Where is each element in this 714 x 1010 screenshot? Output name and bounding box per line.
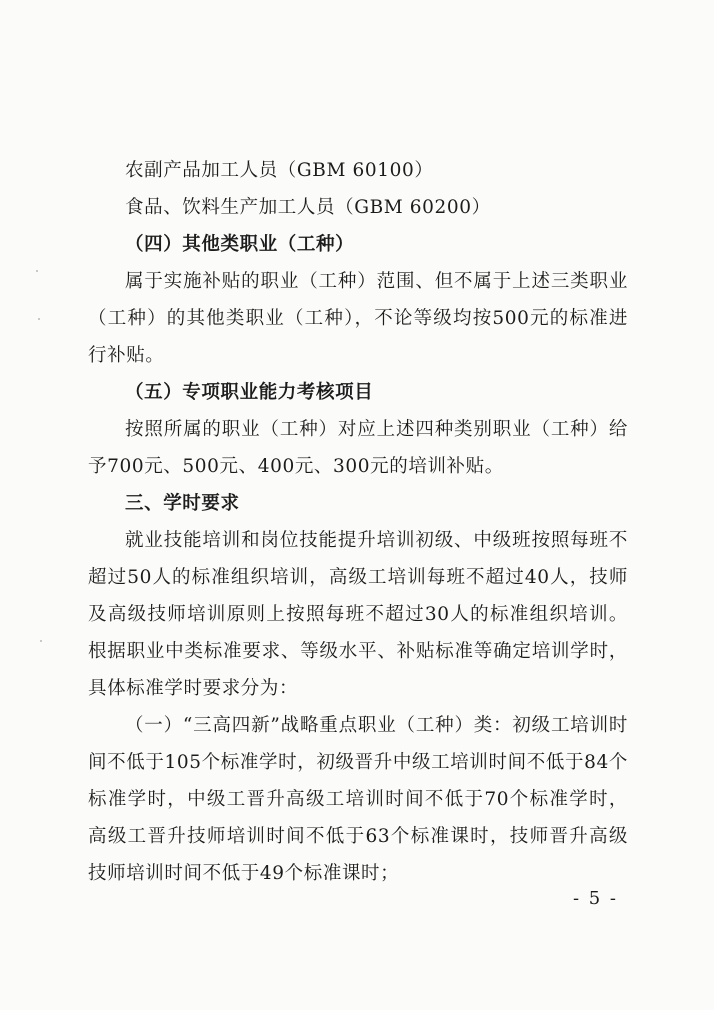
section-heading-others: （四）其他类职业（工种）: [125, 234, 355, 255]
section-heading-hours: 三、学时要求: [125, 493, 240, 514]
document-body: [88, 152, 628, 892]
section-heading-special: （五）专项职业能力考核项目: [125, 382, 374, 403]
paragraph-others-subsidy: 属于实施补贴的职业（工种）范围、但不属于上述三类职业（工种）的其他类职业（工种），不论等级均按500元的标准进行补贴。: [88, 271, 628, 366]
paragraph-special-subsidy: 按照所属的职业（工种）对应上述四种类别职业（工种）给予700元、500元、400元、300元的培训补贴。: [88, 419, 628, 477]
paragraph-item-2: 食品、饮料生产加工人员（GBM 60200）: [125, 197, 491, 218]
scan-speck: [36, 270, 38, 272]
scan-speck: [38, 318, 40, 320]
paragraph-class-size: 就业技能培训和岗位技能提升培训初级、中级班按照每班不超过50人的标准组织培训，高级工培训每班不超过40人，技师及高级技师培训原则上按照每班不超过30人的标准组织培训。根据职业中类标准要求、等级水平、补贴标准等确定培训学时，具体标准学时要求分为：: [88, 530, 628, 699]
paragraph-hours-category-1: （一）“三高四新”战略重点职业（工种）类：初级工培训时间不低于105个标准学时，初级晋升中级工培训时间不低于84个标准学时，中级工晋升高级工培训时间不低于70个标准学时，高级工晋升技师培训时间不低于63个标准课时，技师晋升高级技师培训时间不低于49个标准课时；: [88, 715, 628, 884]
scan-speck: [40, 640, 42, 642]
paragraph-item-1: 农副产品加工人员（GBM 60100）: [125, 160, 434, 181]
page-number: - 5 -: [572, 888, 618, 909]
